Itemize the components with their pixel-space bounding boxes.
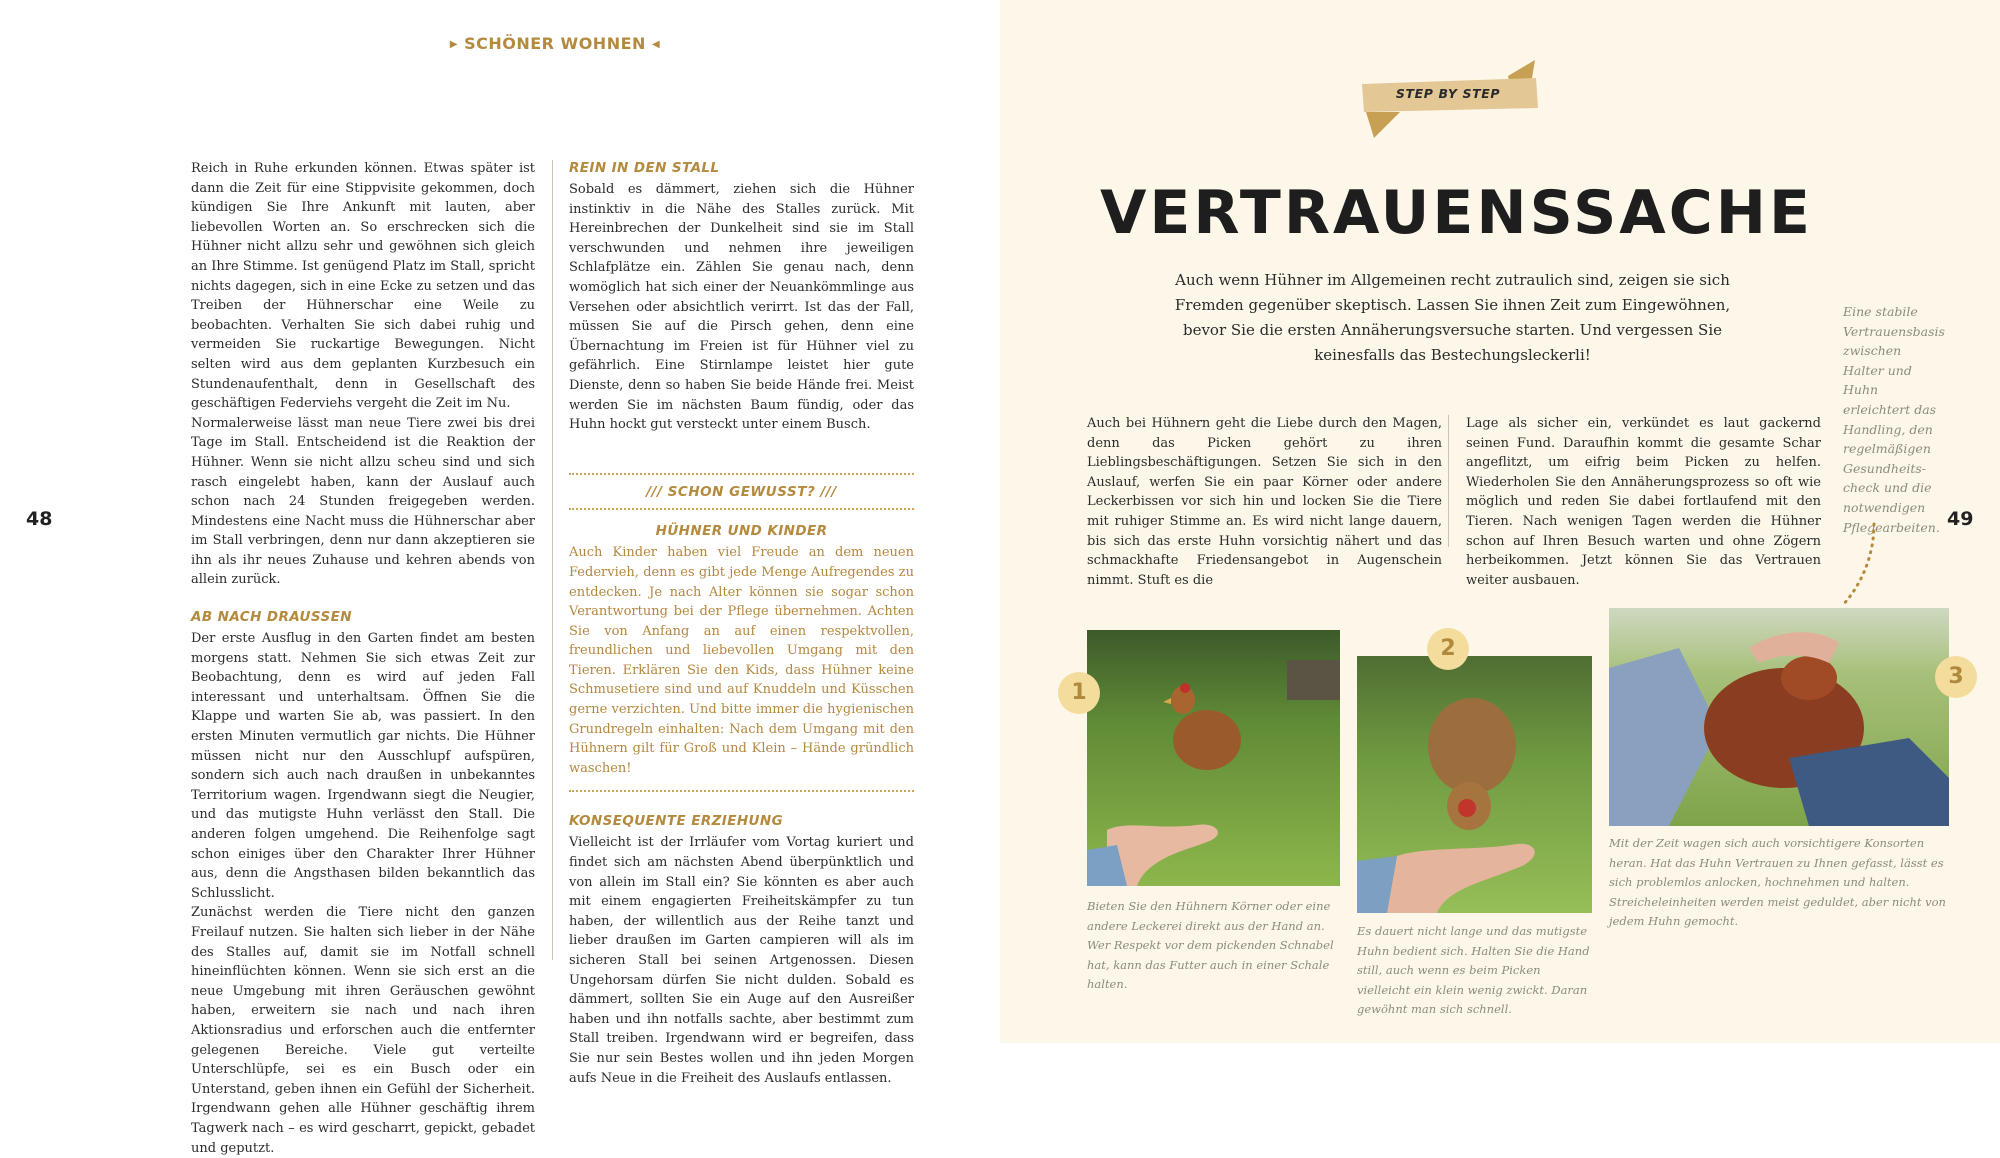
- page-number-left: 48: [26, 508, 53, 530]
- step-number-badge: 1: [1058, 672, 1100, 714]
- running-head-label: SCHÖNER WOHNEN: [464, 34, 646, 53]
- step-caption: Bieten Sie den Hühnern Körner oder eine andere Leckerei direkt aus der Hand an. Wer Respekt vor dem pickenden Schnabel hat, kann das Futter auch in einer Schale halten.: [1087, 899, 1334, 991]
- info-box-title: /// SCHON GEWUSST? ///: [569, 475, 914, 511]
- paragraph: Reich in Ruhe erkunden können. Etwas später ist dann die Zeit für eine Stippvisite gekommen, doch kündigen Sie Ihre Ankunft mit lauten, aber liebevollen Worten an. So erschrecken sich die Hühner nicht allzu sehr und gewöhnen sich gleich an Ihre Stimme. Ist genügend Platz im Stall, spricht nichts dagegen, sich in eine Ecke zu setzen und das Treiben der Hühnerschar eine Weile zu beobachten. Verhalten Sie sich dabei ruhig und vermeiden Sie ruckartige Bewegungen. Nicht selten wird aus dem geplanten Kurzbesuch ein Stundenaufenthalt, denn in Gesellschaft des geschäftigen Federviehs vergeht die Zeit im Nu.: [191, 161, 535, 412]
- triangle-right-icon: ▶: [449, 39, 458, 50]
- step-photo-3: [1609, 608, 1949, 826]
- section-heading: REIN IN DEN STALL: [569, 160, 720, 176]
- dotted-connector-icon: [1840, 522, 1880, 608]
- step-photo-2: [1357, 656, 1592, 913]
- step-caption: Mit der Zeit wagen sich auch vorsichtigere Konsorten heran. Hat das Huhn Vertrauen zu Ihnen gefasst, lässt es sich problemlos anlocken, hochnehmen und halten. Streicheleinheiten werden meist geduldet, aber nicht von jedem Huhn gemocht.: [1609, 836, 1946, 928]
- paragraph: Vielleicht ist der Irrläufer vom Vortag kuriert und findet sich am nächsten Abend überpünktlich und von allein im Stall ein? Sie könnten es aber auch mit einem engagierten Freiheitskämpfer zu tun haben, der willentlich aus der Reihe tanzt und lieber draußen im Garten campieren will als im sicheren Stall bei seinen Artgenossen. Diesen Ungehorsam dürfen Sie nicht dulden. Sobald es dämmert, sollten Sie ein Auge auf den Ausreißer haben und ihn notfalls sachte, aber bestimmt zum Stall treiben. Irgendwann wird er begreifen, dass Sie nur sein Bestes wollen und ihn jeden Morgen aufs Neue in die Freiheit des Auslaufs entlassen.: [569, 835, 914, 1086]
- paragraph: Normalerweise lässt man neue Tiere zwei bis drei Tage im Stall. Entscheidend ist die Reaktion der Hühner. Wenn sie nicht allzu scheu sind und sich rasch eingelebt haben, kann der Auslauf auch schon nach 24 Stunden freigegeben werden. Mindestens eine Nacht muss die Hühnerschar aber im Stall verbringen, denn nur dann akzeptieren sie ihn als ihr neues Zuhause und kehren abends von allein zurück.: [191, 415, 535, 588]
- intro-text: Auch wenn Hühner im Allgemeinen recht zutraulich sind, zeigen sie sich Fremden gegenüber skeptisch. Lassen Sie ihnen Zeit zum Eingewöhnen, bevor Sie die ersten Annäherungsversuche starten. Und vergessen Sie keinesfalls das Bestechungsleckerli!: [1174, 271, 1731, 364]
- banner-label: STEP BY STEP: [1395, 86, 1501, 101]
- margin-note: Eine stabile Vertrauensbasis zwischen Halter und Huhn erleichtert das Handling, den regelmäßigen Gesundheits-check und die notwendigen Pflegearbeiten.: [1843, 304, 1945, 535]
- step-number-badge: 3: [1935, 656, 1977, 698]
- triangle-left-icon: ◀: [651, 39, 661, 50]
- paragraph: Sobald es dämmert, ziehen sich die Hühner instinktiv in die Nähe des Stalles zurück. Mit Hereinbrechen der Dunkelheit sind sie im Stall verschwunden und nehmen ihre jeweiligen Schlafplätze ein. Zählen Sie genau nach, denn womöglich hat sich einer der Neuankömmlinge aus Versehen oder absichtlich verirrt. Ist das der Fall, müssen Sie auf die Pirsch gehen, denn eine Übernachtung im Freien ist für Hühner viel zu gefährlich. Eine Stirnlampe leistet hier gute Dienste, denn so haben Sie beide Hände frei. Meist werden Sie im nächsten Baum fündig, oder das Huhn hockt gut versteckt unter einem Busch.: [569, 182, 914, 433]
- page-title: VERTRAUENSSACHE: [1100, 178, 1813, 248]
- left-column-2: [569, 159, 914, 1088]
- column-divider: [1448, 415, 1449, 547]
- step-caption: Es dauert nicht lange und das mutigste Huhn bedient sich. Halten Sie die Hand still, auch wenn es beim Picken vielleicht ein klein wenig zwickt. Daran gewöhnt man sich schnell.: [1357, 924, 1590, 1016]
- paragraph: Der erste Ausflug in den Garten findet am besten morgens statt. Nehmen Sie sich etwas Zeit zur Beobachtung, denn es wird auf jeden Fall interessant und unterhaltsam. Öffnen Sie die Klappe und warten Sie ab, was passiert. In den ersten Minuten vermutlich gar nichts. Die Hühner müssen nicht nur den Ausschlupf aufspüren, sondern sich auch nach draußen in unbekanntes Territorium wagen. Irgendwann siegt die Neugier, und das mutigste Huhn verlässt den Stall. Die anderen folgen umgehend. Die Reihenfolge sagt schon einiges über den Charakter Ihrer Hühner aus, denn die Angsthasen bilden bekanntlich das Schlusslicht.: [191, 631, 535, 901]
- info-box-heading: HÜHNER UND KINDER: [655, 523, 828, 540]
- paragraph: Zunächst werden die Tiere nicht den ganzen Freilauf nutzen. Sie halten sich lieber in der Nähe des Stalles auf, damit sie im Notfall schnell hineinflüchten können. Wenn sie sich erst an die neue Umgebung mit ihren Geräuschen gewöhnt haben, erweitern sie nach und nach ihren Aktionsradius und erforschen auch die entfernter gelegenen Bereiche. Viele gut verteilte Unterschlüpfe, sei es ein Busch oder ein Unterstand, geben ihnen ein Gefühl der Sicherheit. Irgendwann gehen alle Hühner geschäftig ihrem Tagwerk nach – es wird gescharrt, gepickt, gebadet und geputzt.: [191, 905, 535, 1156]
- right-column-1: Auch bei Hühnern geht die Liebe durch den Magen, denn das Picken gehört zu ihren Lieblingsbeschäftigungen. Setzen Sie sich in den Auslauf, werfen Sie ein paar Körner oder andere Leckerbissen vor sich hin und locken Sie die Tiere mit ruhiger Stimme an. Es wird nicht lange dauern, bis sich das erste Huhn vorsichtig nähert und das schmackhafte Friedensangebot in Augenschein nimmt. Stuft es die: [1087, 416, 1442, 588]
- step-photo-1: [1087, 630, 1340, 886]
- info-box-text: Auch Kinder haben viel Freude an dem neuen Federvieh, denn es gibt jede Menge Aufregendes zu entdecken. Je nach Alter können sie sogar schon Verantwortung bei der Pflege übernehmen. Achten Sie von Anfang an auf einen respektvollen, freundlichen und liebevollen Umgang mit den Tieren. Erklären Sie den Kids, dass Hühner keine Schmusetiere sind und auf Knuddeln und Küsschen gerne verzichten. Und bitte immer die hygienischen Grundregeln einhalten: Nach dem Umgang mit den Hühnern gilt für Groß und Klein – Hände gründlich waschen!: [569, 545, 914, 776]
- right-column-2: Lage als sicher ein, verkündet es laut gackernd seinen Fund. Daraufhin kommt die gesamte Schar angeflitzt, um eifrig beim Picken zu helfen. Wiederholen Sie den Annäherungsprozess so oft wie möglich und reden Sie dabei fortlaufend mit den Tieren. Nach wenigen Tagen werden die Hühner schon auf Ihren Besuch warten und ohne Zögern herbeikommen. Jetzt können Sie das Vertrauen weiter ausbauen.: [1466, 416, 1821, 588]
- step-number-badge: 2: [1427, 628, 1469, 670]
- page-number-right: 49: [1947, 508, 1974, 530]
- section-heading: AB NACH DRAUSSEN: [191, 609, 352, 626]
- running-head: [440, 34, 670, 53]
- left-column-1: [191, 159, 535, 1158]
- info-box: [569, 473, 914, 793]
- column-divider: [552, 160, 553, 960]
- section-heading: KONSEQUENTE ERZIEHUNG: [569, 813, 784, 830]
